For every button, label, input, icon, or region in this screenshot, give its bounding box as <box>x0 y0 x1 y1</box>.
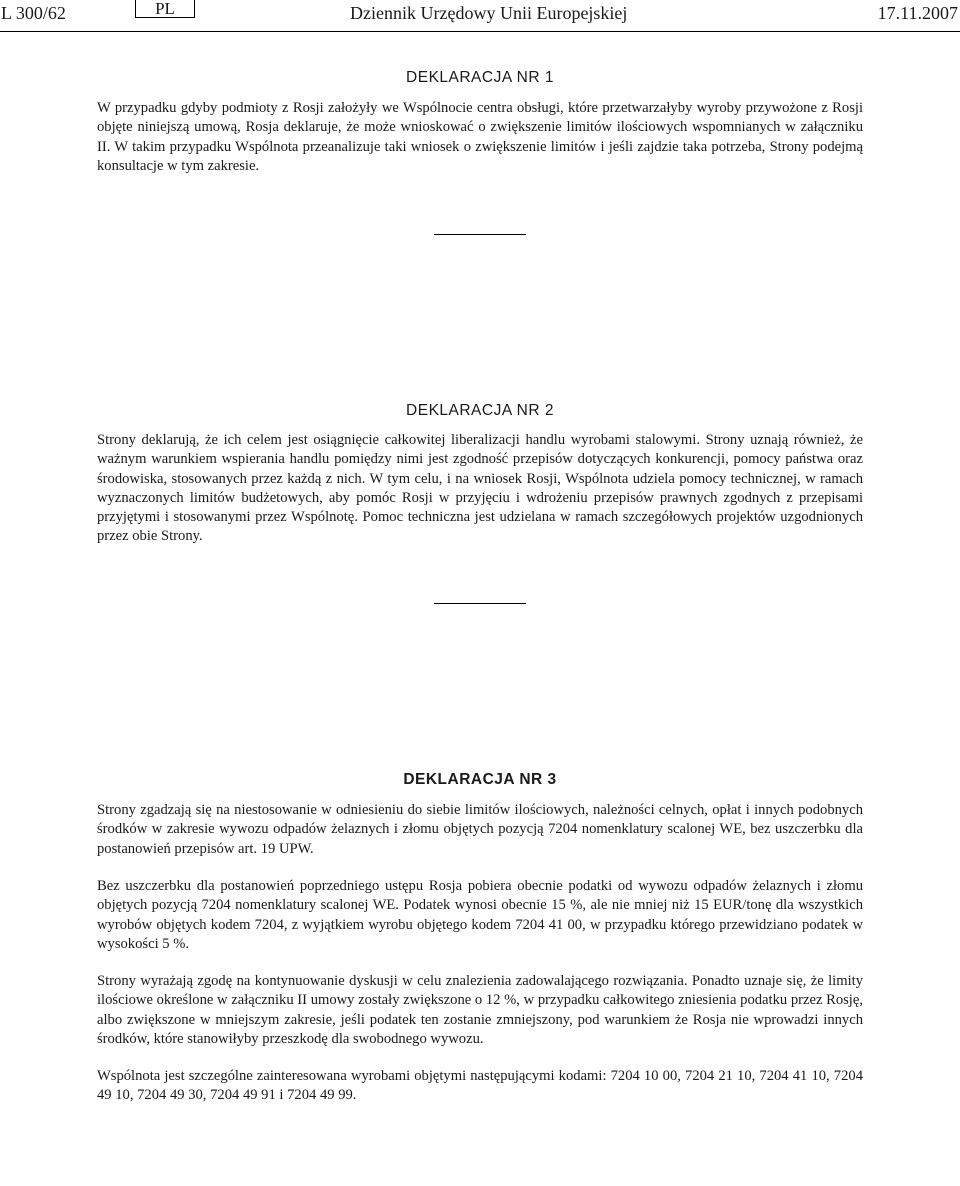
declaration-3-paragraph-2: Bez uszczerbku dla postanowień poprzedniego ustępu Rosja pobiera obecnie podatki od wywozu odpadów żelaznych i złomu objętych pozycją 7204 nomenklatury scalonej WE. Podatek wynosi obecnie 15 %, ale nie mniej niż 15 EUR/tonę dla wszystkich wyrobów objętych kodem 7204, z wyjątkiem wyrobu objętego kodem 7204 41 00, w przypadku którego przewidziano podatek w wysokości 5 %. <box>97 878 863 952</box>
section-divider <box>434 603 526 604</box>
language-code: PL <box>135 0 195 18</box>
declaration-2-paragraph: Strony deklarują, że ich celem jest osiągnięcie całkowitej liberalizacji handlu wyrobami stalowymi. Strony uznają również, że ważnym warunkiem wspierania handlu pomiędzy nimi jest zgodność przepisów dotyczących konkurencji, pomocy państwa oraz środowiska, stosowanych przez każdą z nich. W tym celu, i na wniosek Rosji, Wspólnota udziela pomocy technicznej, w ramach wyznaczonych limitów budżetowych, aby pomóc Rosji w przyjęciu i wdrożeniu przepisów prawnych zgodnych z przepisami przyjętymi i stosowanymi przez Wspólnotę. Pomoc techniczna jest udzielana w ramach szczegółowych projektów uzgodnionych przez obie Strony. <box>97 432 863 545</box>
header-divider <box>0 31 960 32</box>
declaration-1-paragraph: W przypadku gdyby podmioty z Rosji założyły we Wspólnocie centra obsługi, które przetwarzałyby wyroby przywożone z Rosji objęte niniejszą umową, Rosja deklaruje, że może wnioskować o zwiększenie limitów ilościowych wspomnianych w załączniku II. W takim przypadku Wspólnota przeanalizuje taki wniosek o zwiększenie limitów i jeśli zajdzie taka potrzeba, Strony podejmą konsultacje w tym zakresie. <box>97 100 863 174</box>
declaration-3-paragraph-3: Strony wyrażają zgodę na kontynuowanie dyskusji w celu znalezienia zadowalającego rozwiązania. Ponadto uznaje się, że limity ilościowe określone w załączniku II umowy zostały zwiększone o 12 %, w przypadku całkowitego zniesienia podatku przez Rosję, albo zwiększone w mniejszym zakresie, jeśli podatek ten zostanie zmniejszony, pod warunkiem że Rosja nie wprowadzi innych środków, które stanowiłyby przeszkodę dla swobodnego wywozu. <box>97 973 863 1047</box>
declaration-3-paragraph-4: Wspólnota jest szczególne zainteresowana wyrobami objętymi następującymi kodami: 7204 10 00, 7204 21 10, 7204 41 10, 7204 49 10, 7204 49 30, 7204 49 91 i 7204 49 99. <box>97 1068 863 1104</box>
page-reference: L 300/62 <box>1 3 66 23</box>
declaration-3-title: DEKLARACJA NR 3 <box>403 771 557 788</box>
journal-title: Dziennik Urzędowy Unii Europejskiej <box>350 3 628 23</box>
publication-date: 17.11.2007 <box>877 3 958 23</box>
page-header <box>0 0 960 34</box>
section-divider <box>434 234 526 235</box>
declaration-3-paragraph-1: Strony zgadzają się na niestosowanie w odniesieniu do siebie limitów ilościowych, należności celnych, opłat i innych podobnych środków w zakresie wywozu odpadów żelaznych i złomu objętych pozycją 7204 nomenklatury scalonej WE, bez uszczerbku dla postanowień przepisów art. 19 UPW. <box>97 802 863 857</box>
declaration-2-title: DEKLARACJA NR 2 <box>406 402 554 419</box>
declaration-1-title: DEKLARACJA NR 1 <box>406 69 554 86</box>
